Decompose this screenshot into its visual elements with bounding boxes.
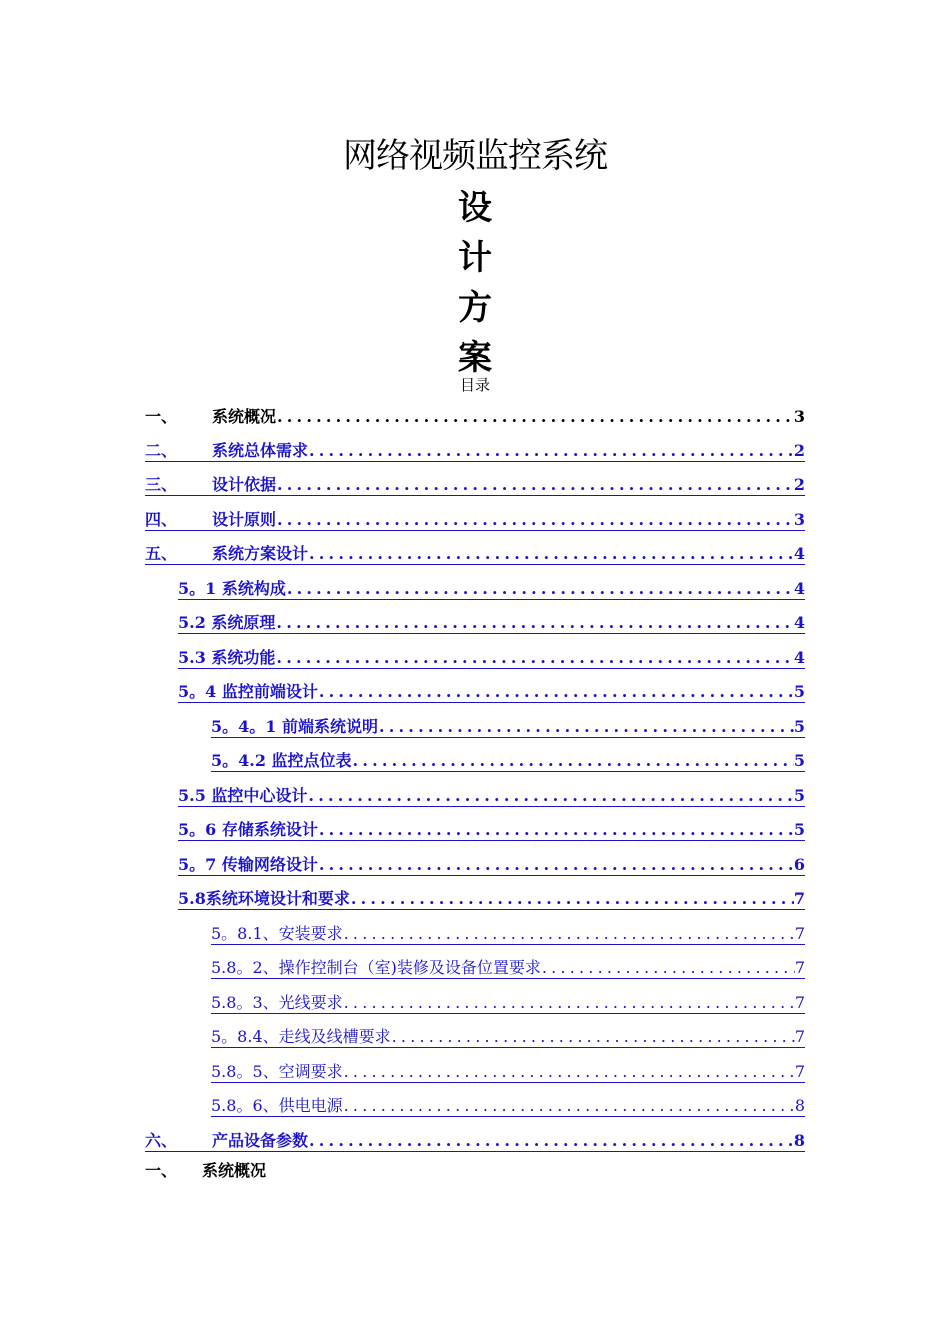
- toc-entry-line: [145, 475, 805, 496]
- toc-entry-line: [178, 786, 805, 807]
- toc-entry-line: [211, 1062, 805, 1083]
- toc-entry-line: [211, 717, 805, 738]
- toc-entry-title: 5。8.4、走线及线槽要求: [211, 1027, 391, 1046]
- toc-entry[interactable]: [211, 980, 805, 1014]
- toc-entry-line: [211, 1027, 805, 1048]
- toc-entry[interactable]: [145, 462, 805, 496]
- subtitle-char: 方: [458, 288, 492, 328]
- toc-entry-title: 产品设备参数: [212, 1131, 309, 1150]
- toc-entry-line: [211, 958, 805, 979]
- section-number: 一、: [145, 1161, 178, 1180]
- toc-entry-title: 5.2 系统原理: [178, 613, 276, 632]
- toc-entry-line: [211, 751, 805, 772]
- toc-entry[interactable]: [145, 497, 805, 531]
- toc-entry-page: 5: [793, 751, 805, 770]
- toc-leader-dots: [277, 510, 794, 530]
- toc-leader-dots: [309, 544, 794, 564]
- toc-entry-line: [178, 889, 805, 910]
- toc-heading: 目录: [459, 376, 490, 394]
- toc-entry-page: 2: [793, 475, 805, 494]
- toc-entry-title: 设计依据: [212, 475, 277, 494]
- toc-entry-page: 5: [793, 717, 805, 736]
- toc-entry-page: 3: [793, 407, 805, 426]
- toc-leader-dots: [319, 855, 794, 875]
- toc-leader-dots: [392, 1027, 795, 1047]
- toc-entry-line: [178, 820, 805, 841]
- subtitle-char: 计: [458, 238, 492, 278]
- toc-entry-line: [178, 855, 805, 876]
- toc-entry[interactable]: [178, 773, 805, 807]
- toc-entry: [145, 393, 805, 427]
- toc-entry-page: 8: [793, 1131, 805, 1150]
- toc-entry[interactable]: [178, 635, 805, 669]
- toc-entry-title: 设计原则: [212, 510, 277, 529]
- toc-entry-line: [211, 924, 805, 945]
- toc-leader-dots: [277, 475, 794, 495]
- toc-entry-title: 5。8.1、安装要求: [211, 924, 343, 943]
- toc-entry-line: [178, 579, 805, 600]
- toc-entry-page: 5: [793, 682, 805, 701]
- toc-entry-title: 5.3 系统功能: [178, 648, 276, 667]
- toc-entry-page: 6: [793, 855, 805, 874]
- toc-entry-title: 系统总体需求: [212, 441, 309, 460]
- toc-entry-title: 5.8系统环境设计和要求: [178, 889, 350, 908]
- toc-entry-page: 4: [793, 544, 805, 563]
- toc-entry-line: [178, 682, 805, 703]
- toc-leader-dots: [344, 1096, 795, 1116]
- document-title: 网络视频监控系统: [343, 136, 607, 176]
- toc-entry-line: [211, 993, 805, 1014]
- toc-entry[interactable]: [211, 704, 805, 738]
- toc-entry-title: 5。4 监控前端设计: [178, 682, 318, 701]
- toc-entry-page: 8: [794, 1096, 805, 1115]
- toc-entry-page: 4: [793, 613, 805, 632]
- toc-entry[interactable]: [178, 842, 805, 876]
- toc-leader-dots: [351, 889, 794, 909]
- toc-entry-page: 7: [794, 1027, 805, 1046]
- toc-entry-line: [178, 613, 805, 634]
- toc-leader-dots: [379, 717, 794, 737]
- toc-entry[interactable]: [145, 428, 805, 462]
- toc-entry[interactable]: [178, 876, 805, 910]
- toc-entry-page: 7: [794, 958, 805, 977]
- toc-leader-dots: [309, 441, 794, 461]
- toc-entry[interactable]: [211, 738, 805, 772]
- toc-leader-dots: [542, 958, 795, 978]
- toc-entry[interactable]: [211, 1049, 805, 1083]
- toc-entry-line: [211, 1096, 805, 1117]
- toc-entry-number: 四、: [145, 510, 178, 529]
- toc-entry[interactable]: [211, 945, 805, 979]
- toc-entry-title: 5。7 传输网络设计: [178, 855, 318, 874]
- toc-leader-dots: [276, 648, 793, 668]
- toc-entry-number: 一、: [145, 407, 178, 426]
- toc-entry-title: 系统方案设计: [212, 544, 309, 563]
- toc-entry[interactable]: [178, 566, 805, 600]
- toc-leader-dots: [277, 407, 794, 427]
- toc-entry-title: 5。6 存储系统设计: [178, 820, 318, 839]
- toc-leader-dots: [319, 820, 794, 840]
- toc-entry-page: 2: [793, 441, 805, 460]
- toc-entry-title: 5.8。5、空调要求: [211, 1062, 343, 1081]
- toc-entry-line: [145, 544, 805, 565]
- toc-entry-page: 5: [793, 786, 805, 805]
- toc-entry-line: [145, 441, 805, 462]
- toc-entry-title: 系统概况: [212, 407, 277, 426]
- toc-leader-dots: [308, 786, 793, 806]
- toc-entry-title: 5.5 监控中心设计: [178, 786, 308, 805]
- toc-entry-line: [178, 648, 805, 669]
- toc-entry-page: 7: [794, 924, 805, 943]
- toc-leader-dots: [353, 751, 794, 771]
- subtitle-char: 案: [458, 338, 492, 378]
- toc-entry[interactable]: [178, 669, 805, 703]
- toc-entry-title: 5.8。6、供电电源: [211, 1096, 343, 1115]
- toc-entry-number: 五、: [145, 544, 178, 563]
- toc-entry-number: 三、: [145, 475, 178, 494]
- toc-entry[interactable]: [211, 1014, 805, 1048]
- toc-entry-page: 7: [794, 993, 805, 1012]
- toc-entry-title: 5。1 系统构成: [178, 579, 286, 598]
- toc-entry-page: 7: [793, 889, 805, 908]
- toc-entry-page: 7: [794, 1062, 805, 1081]
- toc-entry-title: 5。4.2 监控点位表: [211, 751, 352, 770]
- toc-entry-line: [145, 510, 805, 531]
- toc-entry-page: 5: [793, 820, 805, 839]
- toc-entry-title: 5。4。1 前端系统说明: [211, 717, 378, 736]
- toc-entry[interactable]: [178, 807, 805, 841]
- toc-entry-page: 4: [793, 648, 805, 667]
- section-title: 系统概况: [202, 1161, 267, 1180]
- subtitle-char: 设: [458, 188, 492, 228]
- toc-entry-page: 4: [793, 579, 805, 598]
- toc-leader-dots: [344, 1062, 795, 1082]
- toc-leader-dots: [319, 682, 794, 702]
- section-heading: [145, 1158, 266, 1181]
- toc-entry-number: 二、: [145, 441, 178, 460]
- toc-entry[interactable]: [211, 911, 805, 945]
- toc-entry-line: [145, 1131, 805, 1152]
- toc-entry-number: 六、: [145, 1131, 178, 1150]
- toc-entry[interactable]: [211, 1083, 805, 1117]
- toc-leader-dots: [287, 579, 794, 599]
- toc-entry-page: 3: [793, 510, 805, 529]
- toc-leader-dots: [309, 1131, 794, 1151]
- toc-leader-dots: [276, 613, 793, 633]
- toc-leader-dots: [344, 924, 795, 944]
- toc-entry[interactable]: [178, 600, 805, 634]
- toc-entry[interactable]: [145, 1118, 805, 1152]
- toc-entry[interactable]: [145, 531, 805, 565]
- toc-leader-dots: [344, 993, 795, 1013]
- toc-entry-title: 5.8。3、光线要求: [211, 993, 343, 1012]
- toc-entry-title: 5.8。2、操作控制台（室)装修及设备位置要求: [211, 958, 541, 977]
- toc-entry-line: [145, 407, 805, 427]
